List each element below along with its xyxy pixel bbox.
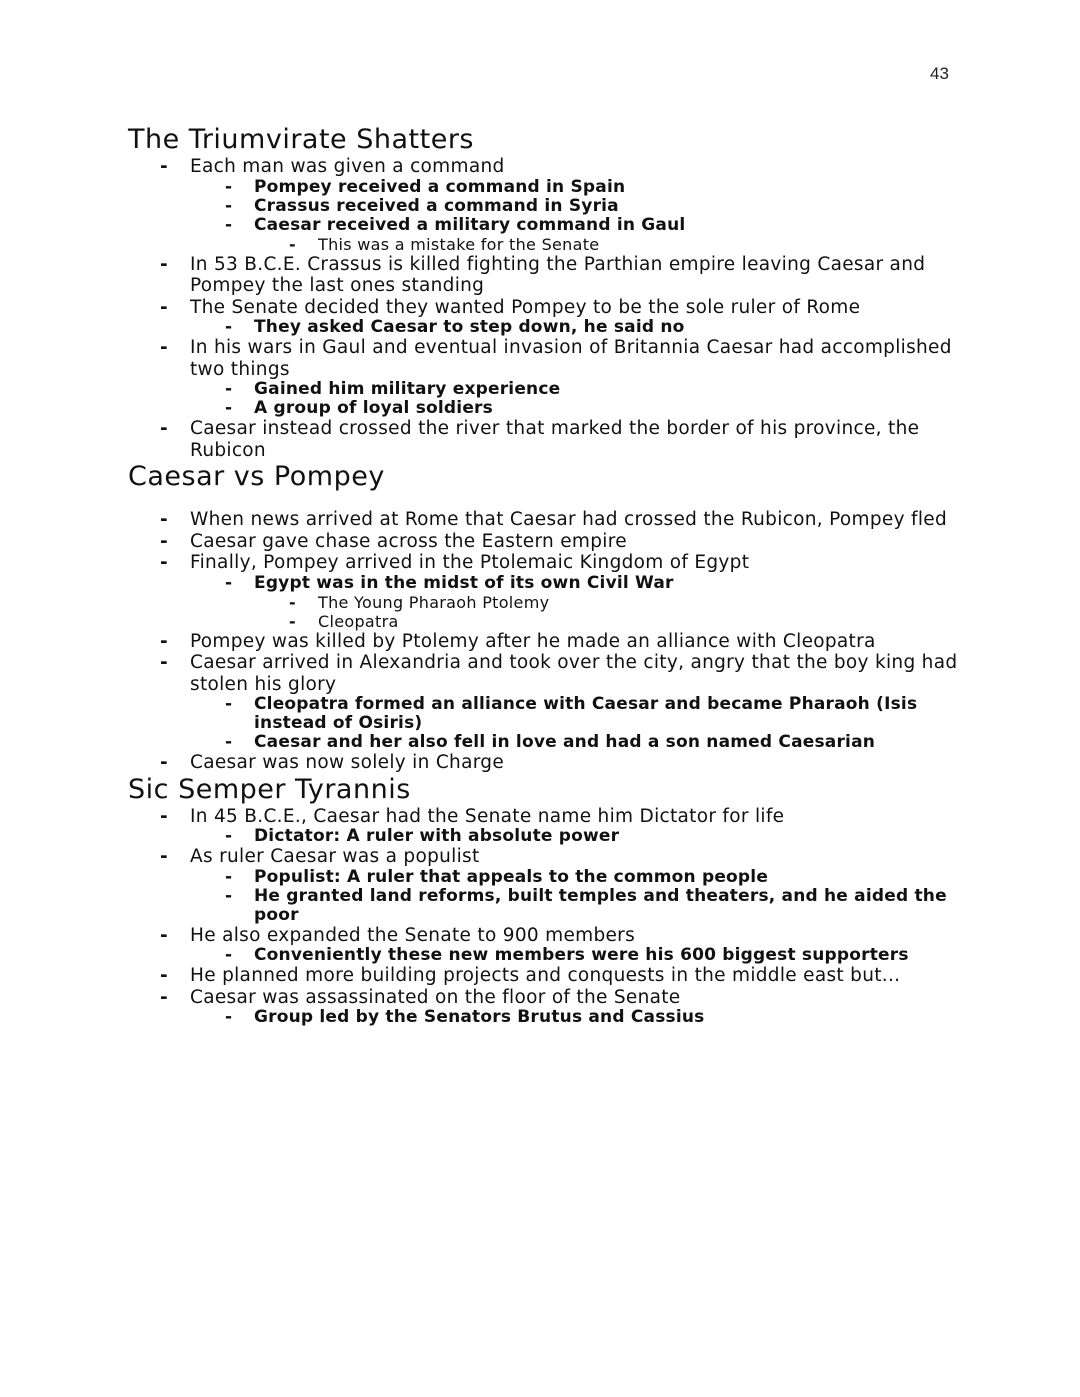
bullet-item: - Pompey was killed by Ptolemy after he made an alliance with Cleopatra — [160, 630, 876, 652]
bullet-item: - He granted land reforms, built temples and theaters, and he aided the poor — [225, 885, 947, 925]
bullet-text: Pompey was killed by Ptolemy after he made an alliance with Cleopatra — [190, 630, 876, 652]
bullet-item: - Each man was given a command — [160, 156, 505, 177]
bullet-text: Populist: A ruler that appeals to the common people — [254, 866, 769, 887]
page-number: 43 — [930, 64, 949, 83]
bullet-text: He also expanded the Senate to 900 members — [190, 924, 636, 946]
bullet-item: - He also expanded the Senate to 900 members — [160, 924, 636, 946]
bullet-text: A group of loyal soldiers — [254, 398, 493, 418]
bullet-item: - A group of loyal soldiers — [225, 398, 493, 418]
bullet-item: - Caesar received a military command in Gaul — [225, 214, 686, 235]
bullet-text: Crassus received a command in Syria — [254, 195, 619, 216]
bullet-text: Finally, Pompey arrived in the Ptolemaic Kingdom of Egypt — [190, 552, 750, 573]
bullet-item: - Cleopatra — [289, 611, 399, 631]
bullet-text: The Young Pharaoh Ptolemy — [318, 592, 550, 612]
bullet-item: - The Young Pharaoh Ptolemy — [289, 592, 550, 612]
bullet-item: - When news arrived at Rome that Caesar had crossed the Rubicon, Pompey fled — [160, 509, 947, 530]
bullet-item: - Populist: A ruler that appeals to the common people — [225, 866, 769, 887]
bullet-text: This was a mistake for the Senate — [318, 234, 600, 254]
bullet-item: - Caesar was now solely in Charge — [160, 752, 505, 773]
bullet-item: - Crassus received a command in Syria — [225, 195, 619, 216]
bullet-text: Caesar instead crossed the river that marked the border of his province, the Rubicon — [190, 418, 920, 461]
bullet-text: Caesar received a military command in Gaul — [254, 214, 686, 235]
bullet-item: - Finally, Pompey arrived in the Ptolemaic Kingdom of Egypt — [160, 552, 750, 573]
bullet-text: He granted land reforms, built temples and theaters, and he aided the poor — [254, 885, 947, 925]
section-heading: The Triumvirate Shatters — [128, 124, 474, 155]
bullet-text: Caesar arrived in Alexandria and took over the city, angry that the boy king had stolen his glory — [190, 652, 958, 695]
section-list — [128, 806, 958, 1028]
bullet-text: Caesar was now solely in Charge — [190, 752, 505, 773]
section-list — [128, 156, 958, 461]
bullet-text: The Senate decided they wanted Pompey to be the sole ruler of Rome — [190, 296, 861, 318]
bullet-text: He planned more building projects and conquests in the middle east but... — [190, 965, 901, 986]
bullet-text: Egypt was in the midst of its own Civil War — [254, 572, 674, 593]
bullet-text: In 53 B.C.E. Crassus is killed fighting the Parthian empire leaving Caesar and Pompey the last ones standing — [190, 253, 926, 296]
bullet-item: - Group led by the Senators Brutus and Cassius — [225, 1007, 705, 1027]
bullet-item: - Caesar was assassinated on the floor of the Senate — [160, 986, 681, 1008]
bullet-item: - Gained him military experience — [225, 379, 561, 399]
bullet-text: Pompey received a command in Spain — [254, 176, 626, 197]
bullet-text: Caesar was assassinated on the floor of the Senate — [190, 986, 681, 1008]
bullet-text: Each man was given a command — [190, 156, 505, 177]
bullet-item: - Dictator: A ruler with absolute power — [225, 826, 620, 846]
bullet-item: - Caesar arrived in Alexandria and took over the city, angry that the boy king had stolen his glory — [160, 652, 958, 695]
bullet-item: - Caesar gave chase across the Eastern empire — [160, 530, 627, 552]
bullet-text: They asked Caesar to step down, he said no — [254, 317, 685, 337]
notes-content — [128, 124, 958, 1027]
bullet-item: - As ruler Caesar was a populist — [160, 846, 480, 867]
bullet-text: Group led by the Senators Brutus and Cassius — [254, 1007, 705, 1027]
bullet-text: Cleopatra — [318, 611, 399, 631]
bullet-text: In 45 B.C.E., Caesar had the Senate name him Dictator for life — [190, 805, 785, 827]
section-list — [128, 509, 958, 774]
bullet-text: Gained him military experience — [254, 379, 561, 399]
bullet-item: - This was a mistake for the Senate — [289, 234, 600, 254]
bullet-item: - The Senate decided they wanted Pompey to be the sole ruler of Rome — [160, 296, 861, 318]
bullet-text: In his wars in Gaul and eventual invasion of Britannia Caesar had accomplished two things — [190, 337, 952, 380]
bullet-text: As ruler Caesar was a populist — [190, 846, 480, 867]
bullet-item: - Caesar instead crossed the river that marked the border of his province, the Rubicon — [160, 418, 920, 461]
section-heading: Sic Semper Tyrannis — [128, 773, 411, 805]
bullet-item: - Caesar and her also fell in love and had a son named Caesarian — [225, 732, 876, 752]
bullet-text: Dictator: A ruler with absolute power — [254, 826, 620, 846]
bullet-text: Conveniently these new members were his 600 biggest supporters — [254, 945, 909, 965]
bullet-text: Caesar gave chase across the Eastern empire — [190, 530, 627, 552]
bullet-item: - In 45 B.C.E., Caesar had the Senate name him Dictator for life — [160, 805, 785, 827]
bullet-item: - Egypt was in the midst of its own Civil War — [225, 572, 674, 593]
bullet-text: Cleopatra formed an alliance with Caesar and became Pharaoh (Isis instead of Osiris) — [254, 694, 918, 733]
bullet-item: - Pompey received a command in Spain — [225, 176, 626, 197]
bullet-text: When news arrived at Rome that Caesar had crossed the Rubicon, Pompey fled — [190, 509, 947, 530]
bullet-text: Caesar and her also fell in love and had a son named Caesarian — [254, 732, 876, 752]
bullet-item: - Conveniently these new members were his 600 biggest supporters — [225, 945, 909, 965]
bullet-item: - He planned more building projects and conquests in the middle east but... — [160, 965, 901, 986]
section-heading: Caesar vs Pompey — [128, 461, 385, 492]
bullet-item: - They asked Caesar to step down, he said no — [225, 317, 685, 337]
bullet-item: - In his wars in Gaul and eventual invasion of Britannia Caesar had accomplished two things — [160, 337, 952, 380]
bullet-item: - Cleopatra formed an alliance with Caesar and became Pharaoh (Isis instead of Osiris) — [225, 694, 918, 733]
bullet-item: - In 53 B.C.E. Crassus is killed fighting the Parthian empire leaving Caesar and Pompey the last ones standing — [160, 253, 926, 296]
